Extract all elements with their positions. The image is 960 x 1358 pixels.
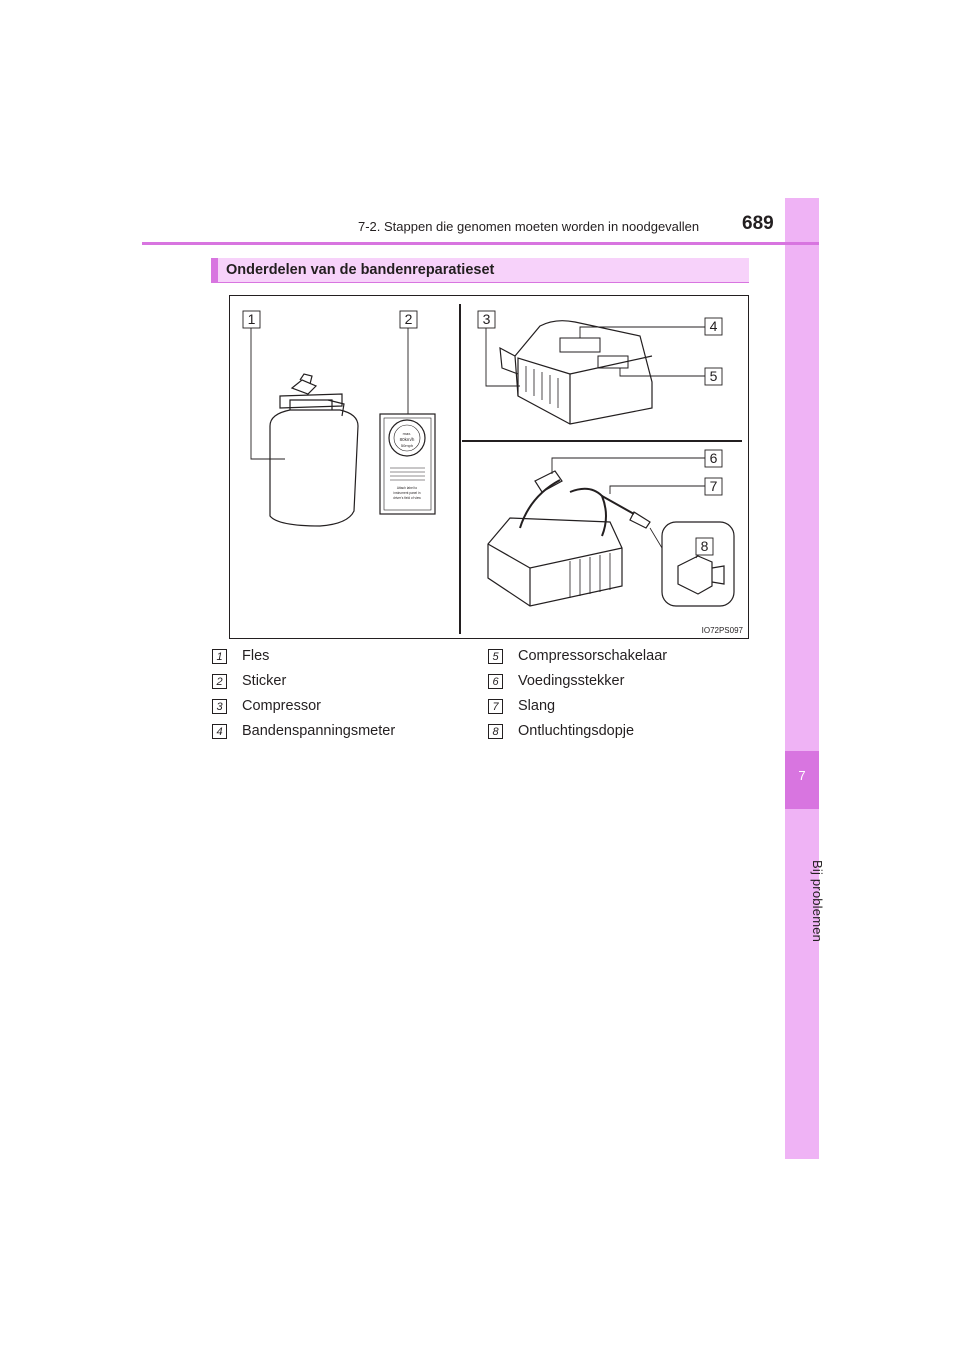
sticker-line3: 50mph — [400, 443, 414, 448]
callout-6: 6 — [709, 450, 718, 466]
figure-code: IO72PS097 — [701, 626, 743, 635]
legend-label: Compressorschakelaar — [518, 648, 668, 664]
legend-number: 3 — [212, 699, 227, 714]
sticker-note1: Attach label to — [396, 486, 418, 490]
side-tab — [785, 198, 819, 1159]
callout-1: 1 — [247, 311, 256, 327]
compressor-illustration — [500, 321, 652, 424]
figure-illustration — [230, 296, 748, 638]
page-number: 689 — [742, 213, 774, 234]
callout-4: 4 — [709, 318, 718, 334]
callout-8: 8 — [700, 538, 709, 554]
legend-number: 5 — [488, 649, 503, 664]
chapter-title: Bij problemen — [810, 860, 825, 943]
sticker-note2: instrument panel in — [393, 491, 421, 495]
legend-label: Sticker — [242, 673, 287, 689]
callout-3: 3 — [482, 311, 491, 327]
legend-label: Bandenspanningsmeter — [242, 723, 396, 739]
valve-cap-inset — [650, 522, 734, 606]
legend-number: 6 — [488, 674, 503, 689]
header-section-path: 7-2. Stappen die genomen moeten worden in noodgevallen — [358, 219, 700, 234]
figure-repair-kit — [229, 295, 749, 639]
legend-number: 2 — [212, 674, 227, 689]
section-title: Onderdelen van de bandenreparatieset — [226, 262, 495, 278]
legend-number: 1 — [212, 649, 227, 664]
legend-label: Compressor — [242, 698, 321, 714]
legend-label: Fles — [242, 648, 270, 664]
legend-label: Ontluchtingsdopje — [518, 723, 635, 739]
sticker-line1: max. — [402, 431, 412, 436]
callout-5: 5 — [709, 368, 718, 384]
callouts — [243, 311, 722, 555]
section-accent — [211, 258, 218, 282]
bottle-illustration — [270, 374, 358, 526]
legend-number: 8 — [488, 724, 503, 739]
header-rule — [142, 242, 819, 245]
legend-number: 7 — [488, 699, 503, 714]
callout-7: 7 — [709, 478, 718, 494]
legend-number: 4 — [212, 724, 227, 739]
legend-label: Slang — [518, 698, 556, 714]
compressor-with-cable-illustration — [488, 471, 650, 606]
chapter-number: 7 — [798, 768, 806, 783]
sticker-illustration — [380, 414, 435, 514]
callout-2: 2 — [404, 311, 413, 327]
sticker-line2: 80km/h — [399, 437, 415, 442]
sticker-note3: driver's field of view — [393, 496, 421, 500]
section-header — [211, 258, 749, 283]
legend-label: Voedingsstekker — [518, 673, 625, 689]
